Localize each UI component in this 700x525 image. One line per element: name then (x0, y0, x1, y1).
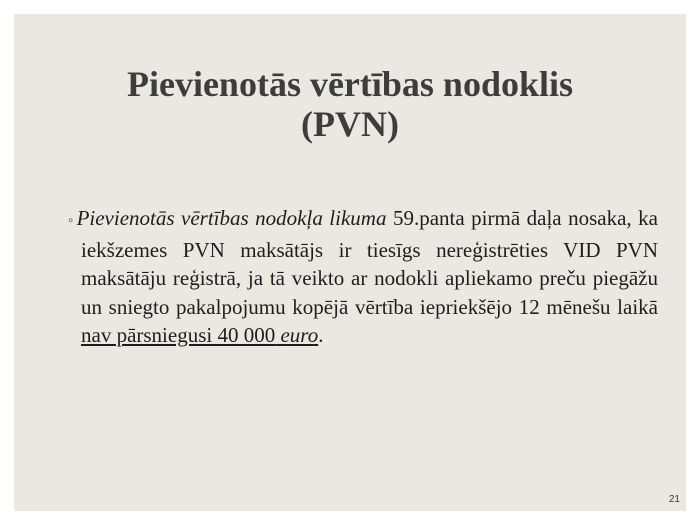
slide (14, 14, 686, 511)
underlined-threshold: nav pārsniegusi 40 000 (81, 323, 276, 347)
law-name: Pievienotās vērtības nodokļa likuma (76, 206, 387, 230)
bullet-paragraph (68, 204, 658, 350)
currency-euro: euro (280, 323, 319, 347)
title-line-1: Pievienotās vērtības nodoklis (126, 64, 574, 104)
slide-title (14, 64, 686, 144)
paragraph-text: 59.panta pirmā daļa nosaka, ka iekšzemes PVN maksātājs ir tiesīgs nereģistrēties VID PVN maksātāju reģistrā, ja tā veikto ar nodokli apliekamo preču piegāžu un sniegto pakalpojumu kopējā vērtība iepriekšējo 12 mēnešu laikā (81, 206, 658, 319)
bullet-icon: ◦ (68, 213, 75, 229)
paragraph-end: . (318, 323, 324, 347)
title-line-2: (PVN) (301, 104, 399, 144)
page-number: 21 (668, 494, 680, 505)
